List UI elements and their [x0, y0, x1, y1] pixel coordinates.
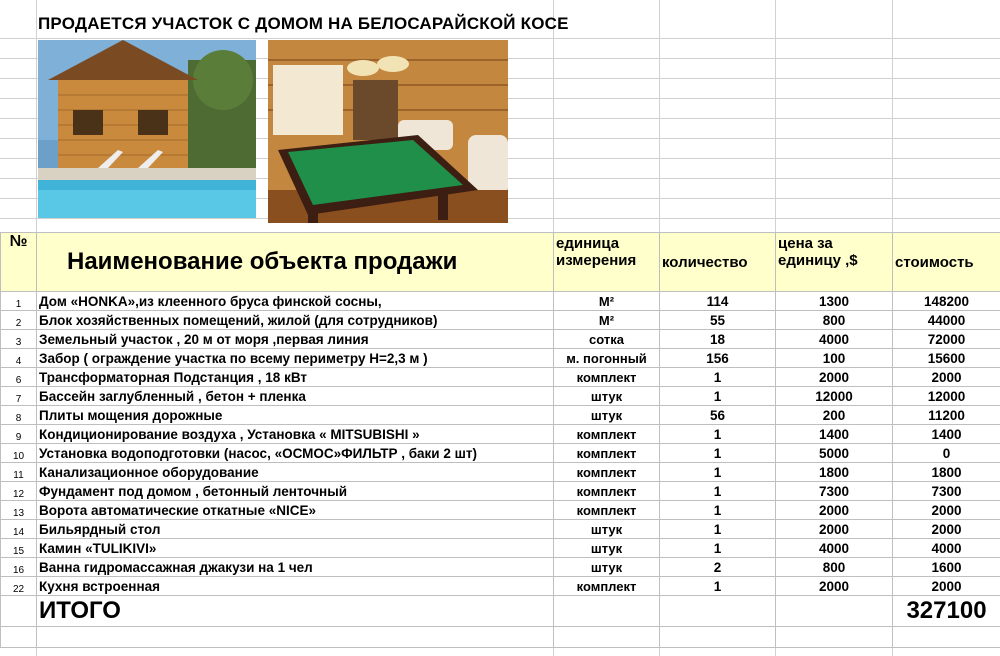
- row-name: Установка водоподготовки (насос, «ОСМОС»ФИЛЬТР , баки 2 шт): [37, 444, 554, 463]
- row-price: 2000: [776, 368, 893, 387]
- row-name: Камин «TULIKIVI»: [37, 539, 554, 558]
- sheet-title: ПРОДАЕТСЯ УЧАСТОК С ДОМОМ НА БЕЛОСАРАЙСКОЙ КОСЕ: [38, 14, 569, 33]
- row-price: 1300: [776, 292, 893, 311]
- row-cost: 44000: [893, 311, 1000, 330]
- table-row: [1, 444, 1000, 463]
- row-cost: 15600: [893, 349, 1000, 368]
- row-num: 3: [1, 330, 37, 349]
- total-row: [1, 596, 1000, 627]
- row-unit: м. погонный: [554, 349, 660, 368]
- row-name: Плиты мощения дорожные: [37, 406, 554, 425]
- row-qty: 1: [660, 387, 776, 406]
- row-price: 2000: [776, 520, 893, 539]
- row-name: Блок хозяйственных помещений, жилой (для сотрудников): [37, 311, 554, 330]
- table-header-row: [1, 233, 1000, 292]
- header-unit: [554, 233, 660, 292]
- row-unit: М²: [554, 292, 660, 311]
- total-num-cell: [1, 596, 37, 627]
- table-row: [1, 406, 1000, 425]
- row-num: 4: [1, 349, 37, 368]
- row-cost: 148200: [893, 292, 1000, 311]
- row-name: Кондиционирование воздуха , Установка « MITSUBISHI »: [37, 425, 554, 444]
- row-qty: 18: [660, 330, 776, 349]
- row-price: 800: [776, 311, 893, 330]
- header-name: Наименование объекта продажи: [37, 233, 554, 292]
- header-unit-line1: единица: [556, 235, 620, 252]
- total-empty-cell: [660, 596, 776, 627]
- empty-cell: [554, 627, 660, 648]
- row-num: 2: [1, 311, 37, 330]
- row-price: 2000: [776, 501, 893, 520]
- row-num: 14: [1, 520, 37, 539]
- row-cost: 2000: [893, 368, 1000, 387]
- total-value: 327100: [893, 596, 1000, 627]
- row-num: 11: [1, 463, 37, 482]
- row-qty: 1: [660, 368, 776, 387]
- row-name: Дом «HONKA»,из клеенного бруса финской сосны,: [37, 292, 554, 311]
- row-price: 1800: [776, 463, 893, 482]
- row-name: Бассейн заглубленный , бетон + пленка: [37, 387, 554, 406]
- row-qty: 1: [660, 463, 776, 482]
- row-cost: 7300: [893, 482, 1000, 501]
- row-unit: штук: [554, 387, 660, 406]
- house-pool-photo: [38, 40, 256, 218]
- row-unit: М²: [554, 311, 660, 330]
- row-qty: 1: [660, 482, 776, 501]
- row-name: Кухня встроенная: [37, 577, 554, 596]
- row-cost: 1800: [893, 463, 1000, 482]
- row-unit: сотка: [554, 330, 660, 349]
- row-qty: 1: [660, 577, 776, 596]
- row-num: 6: [1, 368, 37, 387]
- table-row: [1, 577, 1000, 596]
- row-num: 15: [1, 539, 37, 558]
- row-qty: 1: [660, 501, 776, 520]
- table-row: [1, 463, 1000, 482]
- grid-line: [0, 38, 1000, 39]
- row-unit: комплект: [554, 501, 660, 520]
- row-num: 12: [1, 482, 37, 501]
- row-name: Бильярдный стол: [37, 520, 554, 539]
- row-cost: 0: [893, 444, 1000, 463]
- table-row: [1, 520, 1000, 539]
- row-unit: комплект: [554, 444, 660, 463]
- table-row: [1, 349, 1000, 368]
- row-unit: штук: [554, 539, 660, 558]
- table-row: [1, 482, 1000, 501]
- table-row: [1, 330, 1000, 349]
- row-num: 9: [1, 425, 37, 444]
- total-label: ИТОГО: [37, 596, 554, 627]
- row-cost: 1400: [893, 425, 1000, 444]
- row-unit: комплект: [554, 463, 660, 482]
- row-num: 16: [1, 558, 37, 577]
- table-row: [1, 501, 1000, 520]
- row-num: 22: [1, 577, 37, 596]
- header-unit-line2: измерения: [556, 252, 637, 269]
- row-cost: 11200: [893, 406, 1000, 425]
- table-row: [1, 292, 1000, 311]
- sales-table: [0, 232, 1000, 648]
- empty-cell: [1, 627, 37, 648]
- row-cost: 72000: [893, 330, 1000, 349]
- row-qty: 114: [660, 292, 776, 311]
- row-price: 100: [776, 349, 893, 368]
- row-num: 7: [1, 387, 37, 406]
- row-price: 12000: [776, 387, 893, 406]
- row-name: Земельный участок , 20 м от моря ,первая линия: [37, 330, 554, 349]
- row-cost: 12000: [893, 387, 1000, 406]
- total-empty-cell: [776, 596, 893, 627]
- row-price: 2000: [776, 577, 893, 596]
- row-name: Фундамент под домом , бетонный ленточный: [37, 482, 554, 501]
- row-num: 13: [1, 501, 37, 520]
- row-price: 4000: [776, 330, 893, 349]
- row-cost: 4000: [893, 539, 1000, 558]
- row-cost: 2000: [893, 501, 1000, 520]
- header-price-line2: единицу ,$: [778, 252, 858, 269]
- row-num: 1: [1, 292, 37, 311]
- table-row: [1, 539, 1000, 558]
- header-num: №: [1, 233, 37, 292]
- row-qty: 2: [660, 558, 776, 577]
- row-cost: 2000: [893, 577, 1000, 596]
- empty-cell: [37, 627, 554, 648]
- row-qty: 1: [660, 444, 776, 463]
- row-price: 4000: [776, 539, 893, 558]
- table-row: [1, 558, 1000, 577]
- table-row: [1, 387, 1000, 406]
- row-unit: штук: [554, 520, 660, 539]
- row-num: 8: [1, 406, 37, 425]
- header-qty: количество: [660, 233, 776, 292]
- row-price: 5000: [776, 444, 893, 463]
- row-name: Канализационное оборудование: [37, 463, 554, 482]
- row-cost: 2000: [893, 520, 1000, 539]
- empty-cell: [776, 627, 893, 648]
- row-unit: комплект: [554, 368, 660, 387]
- row-price: 1400: [776, 425, 893, 444]
- row-name: Ванна гидромассажная джакузи на 1 чел: [37, 558, 554, 577]
- header-cost: стоимость: [893, 233, 1000, 292]
- table-row: [1, 425, 1000, 444]
- table-row: [1, 311, 1000, 330]
- row-qty: 56: [660, 406, 776, 425]
- header-price: [776, 233, 893, 292]
- row-num: 10: [1, 444, 37, 463]
- row-name: Забор ( ограждение участка по всему периметру Н=2,3 м ): [37, 349, 554, 368]
- row-cost: 1600: [893, 558, 1000, 577]
- row-qty: 1: [660, 425, 776, 444]
- row-unit: комплект: [554, 482, 660, 501]
- row-unit: штук: [554, 558, 660, 577]
- row-price: 7300: [776, 482, 893, 501]
- row-name: Трансформаторная Подстанция , 18 кВт: [37, 368, 554, 387]
- header-price-line1: цена за: [778, 235, 833, 252]
- row-unit: комплект: [554, 425, 660, 444]
- empty-cell: [660, 627, 776, 648]
- row-qty: 1: [660, 520, 776, 539]
- empty-cell: [893, 627, 1000, 648]
- row-name: Ворота автоматические откатные «NICE»: [37, 501, 554, 520]
- table-row: [1, 368, 1000, 387]
- row-price: 200: [776, 406, 893, 425]
- row-unit: штук: [554, 406, 660, 425]
- empty-row: [1, 627, 1000, 648]
- total-empty-cell: [554, 596, 660, 627]
- row-price: 800: [776, 558, 893, 577]
- row-unit: комплект: [554, 577, 660, 596]
- billiard-room-photo: [268, 40, 508, 223]
- row-qty: 55: [660, 311, 776, 330]
- row-qty: 1: [660, 539, 776, 558]
- row-qty: 156: [660, 349, 776, 368]
